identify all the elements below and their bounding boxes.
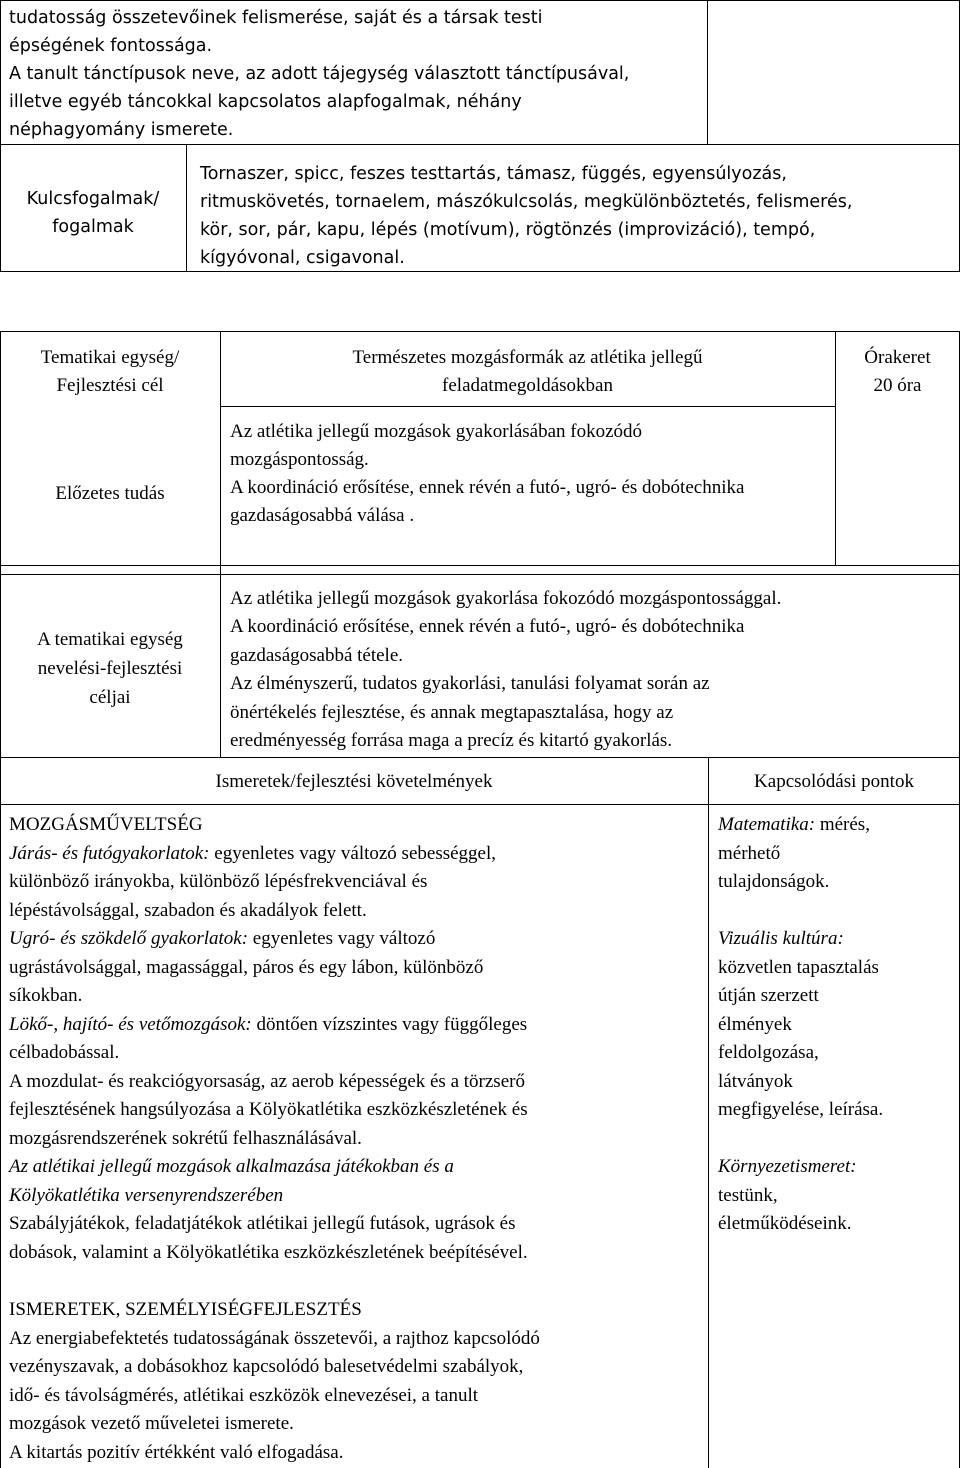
- text-line: látványok: [718, 1071, 793, 1092]
- section-heading: MOZGÁSMŰVELTSÉG: [9, 814, 203, 835]
- text-line: útján szerzett: [718, 985, 819, 1006]
- text-line: különböző irányokba, különböző lépésfrekvenciával és: [9, 871, 428, 892]
- title-line: Természetes mozgásformák az atlétika jellegű: [352, 347, 703, 368]
- text-line: vezényszavak, a dobásokhoz kapcsolódó balesetvédelmi szabályok,: [9, 1356, 524, 1377]
- text-span: mérés,: [815, 814, 870, 835]
- label-line: Kulcsfogalmak/: [26, 189, 160, 209]
- text-line: [718, 811, 870, 840]
- subject-name: Környezetismeret:: [718, 1156, 857, 1177]
- label-line: Tematikai egység/: [40, 347, 180, 368]
- label-line: Fejlesztési cél: [56, 375, 164, 396]
- label-line: nevelési-fejlesztési: [37, 658, 183, 679]
- text-line: illetve egyéb táncokkal kapcsolatos alapfogalmak, néhány: [9, 92, 522, 112]
- text-line: élmények: [718, 1014, 792, 1035]
- text-line: feldolgozása,: [718, 1042, 819, 1063]
- text-line: néphagyomány ismerete.: [9, 120, 234, 140]
- text-line: tudatosság összetevőinek felismerése, saját és a társak testi: [9, 8, 543, 28]
- text-line: síkokban.: [9, 985, 83, 1006]
- text-line: ugrástávolsággal, magassággal, páros és egy lábon, különböző: [9, 957, 484, 978]
- text-line: Tornaszer, spicc, feszes testtartás, támasz, függés, egyensúlyozás,: [200, 164, 787, 184]
- text-line: [9, 840, 496, 869]
- text-line: Az élményszerű, tudatos gyakorlási, tanulási folyamat során az: [230, 673, 710, 694]
- text-line: idő- és távolságmérés, atlétikai eszközök elnevezései, a tanult: [9, 1385, 479, 1406]
- text-line: gazdaságosabbá tétele.: [230, 645, 404, 666]
- text-line: kör, sor, pár, kapu, lépés (motívum), rögtönzés (improvizáció), tempó,: [200, 220, 816, 240]
- label-line: fogalmak: [52, 217, 134, 237]
- text-line: Az energiabefektetés tudatosságának összetevői, a rajthoz kapcsolódó: [9, 1328, 540, 1349]
- label-line: A tematikai egység: [37, 629, 183, 650]
- text-line: dobások, valamint a Kölyökatlétika eszközkészletének beépítésével.: [9, 1242, 528, 1263]
- text-line: mozgások vezető műveletei ismerete.: [9, 1413, 294, 1434]
- text-line: Az atlétika jellegű mozgások gyakorlása fokozódó mozgáspontossággal.: [230, 588, 782, 609]
- text-line: A tanult tánctípusok neve, az adott tájegység választott tánctípusával,: [9, 64, 630, 84]
- text-span: egyenletes vagy változó sebességgel,: [209, 843, 496, 864]
- elozetes-label: Előzetes tudás: [55, 483, 165, 504]
- text-line: eredményesség forrása maga a precíz és kitartó gyakorlás.: [230, 730, 673, 751]
- text-span: egyenletes vagy változó: [248, 928, 436, 949]
- text-line: ritmuskövetés, tornaelem, mászókulcsolás, megkülönböztetés, felismerés,: [200, 192, 853, 212]
- text-line: célbadobással.: [9, 1042, 120, 1063]
- text-line: A koordináció erősítése, ennek révén a futó-, ugró- és dobótechnika: [230, 477, 745, 498]
- text-line: mérhető: [718, 843, 781, 864]
- subject-name: Matematika:: [718, 814, 816, 835]
- text-line: testünk,: [718, 1185, 778, 1206]
- text-line: mozgásrendszerének sokrétű felhasználásával.: [9, 1128, 362, 1149]
- text-line: Az atlétikai jellegű mozgások alkalmazása játékokban és a: [9, 1156, 454, 1177]
- text-line: épségének fontossága.: [9, 36, 213, 56]
- col-header-connections: Kapcsolódási pontok: [754, 771, 914, 792]
- text-line: A kitartás pozitív értékként való elfogadása.: [9, 1442, 344, 1463]
- text-line: megfigyelése, leírása.: [718, 1099, 884, 1120]
- italic-term: Járás- és futógyakorlatok:: [9, 843, 210, 864]
- text-line: [9, 925, 435, 954]
- text-line: önértékelés fejlesztése, és annak megtapasztalása, hogy az: [230, 702, 674, 723]
- text-line: mozgáspontosság.: [230, 449, 369, 470]
- text-line: Az atlétika jellegű mozgások gyakorlásában fokozódó: [230, 421, 643, 442]
- text-line: lépéstávolsággal, szabadon és akadályok felett.: [9, 900, 367, 921]
- italic-term: Ugró- és szökdelő gyakorlatok:: [9, 928, 249, 949]
- label-line: céljai: [89, 687, 131, 708]
- hours-label: Órakeret: [864, 347, 931, 368]
- title-line: feladatmegoldásokban: [442, 375, 613, 396]
- text-line: életműködéseink.: [718, 1213, 852, 1234]
- text-line: tulajdonságok.: [718, 871, 830, 892]
- subject-name: Vizuális kultúra:: [718, 928, 844, 949]
- text-line: közvetlen tapasztalás: [718, 957, 879, 978]
- text-line: gazdaságosabbá válása .: [230, 505, 415, 526]
- italic-term: Lökő-, hajító- és vetőmozgások:: [9, 1014, 252, 1035]
- text-line: Kölyökatlétika versenyrendszerében: [9, 1185, 284, 1206]
- text-line: fejlesztésének hangsúlyozása a Kölyökatlétika eszközkészletének és: [9, 1099, 528, 1120]
- text-line: A mozdulat- és reakciógyorsaság, az aerob képességek és a törzserő: [9, 1071, 525, 1092]
- text-line: Szabályjátékok, feladatjátékok atlétikai jellegű futások, ugrások és: [9, 1213, 516, 1234]
- col-header-requirements: Ismeretek/fejlesztési követelmények: [215, 771, 493, 792]
- text-span: döntően vízszintes vagy függőleges: [251, 1014, 528, 1035]
- text-line: kígyóvonal, csigavonal.: [200, 248, 405, 268]
- text-line: A koordináció erősítése, ennek révén a futó-, ugró- és dobótechnika: [230, 616, 745, 637]
- hours-value: 20 óra: [873, 375, 922, 396]
- text-line: [9, 1011, 527, 1040]
- section-heading: ISMERETEK, SZEMÉLYISÉGFEJLESZTÉS: [9, 1299, 362, 1320]
